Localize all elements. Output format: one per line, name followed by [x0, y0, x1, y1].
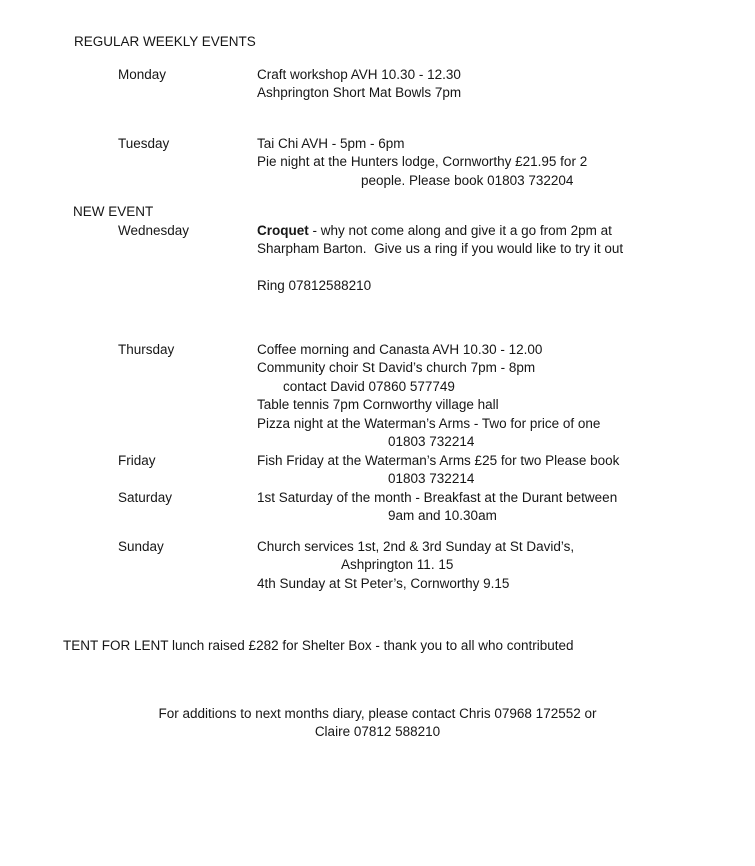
event-lines-tuesday [257, 135, 755, 191]
event-line-bold-croquet: Croquet [257, 222, 309, 238]
schedule-row-monday [0, 66, 755, 103]
event-lines-saturday [257, 489, 755, 526]
schedule-row-friday [0, 452, 755, 489]
event-line: Ashprington Short Mat Bowls 7pm [257, 85, 462, 100]
day-label-monday: Monday [118, 66, 167, 82]
event-line: contact David 07860 577749 [283, 378, 455, 394]
event-line: Church services 1st, 2nd & 3rd Sunday at St David’s, [257, 538, 575, 554]
event-lines-wednesday [257, 222, 755, 296]
schedule-row-saturday [0, 489, 755, 526]
day-label-thursday: Thursday [118, 341, 175, 357]
event-lines-thursday [257, 341, 755, 452]
day-label-wednesday: Wednesday [118, 222, 190, 238]
event-line: 4th Sunday at St Peter’s, Cornworthy 9.15 [257, 575, 510, 591]
event-line: Craft workshop AVH 10.30 - 12.30 [257, 66, 461, 82]
event-line: people. Please book 01803 732204 [361, 172, 574, 188]
event-line: Ashprington 11. 15 [341, 557, 454, 572]
footer-line: For additions to next months diary, please contact Chris 07968 172552 or [158, 705, 597, 721]
event-lines-monday [257, 66, 755, 103]
event-line: Fish Friday at the Waterman’s Arms £25 for two Please book [257, 452, 620, 468]
event-line: Pizza night at the Waterman’s Arms - Two for price of one [257, 415, 601, 431]
day-label-saturday: Saturday [118, 489, 173, 505]
event-line: 1st Saturday of the month - Breakfast at the Durant between [257, 489, 618, 505]
event-line: Community choir St David’s church 7pm - 8pm [257, 360, 536, 375]
event-line: 01803 732214 [388, 471, 475, 486]
day-label-sunday: Sunday [118, 538, 164, 554]
day-label-friday: Friday [118, 452, 156, 468]
event-line: 9am and 10.30am [388, 508, 497, 523]
schedule-row-tuesday [0, 135, 755, 191]
event-line-text: - why not come along and give it a go from 2pm at [308, 222, 612, 238]
schedule-row-wednesday [0, 222, 755, 296]
event-line: Sharpham Barton. Give us a ring if you would like to try it out [257, 241, 624, 256]
event-lines-sunday [257, 538, 755, 594]
page-title: REGULAR WEEKLY EVENTS [74, 34, 256, 49]
new-event-heading: NEW EVENT [73, 204, 154, 219]
event-lines-friday [257, 452, 755, 489]
footer-note [0, 705, 755, 742]
event-line: Pie night at the Hunters lodge, Cornworthy £21.95 for 2 [257, 154, 588, 169]
day-label-tuesday: Tuesday [118, 135, 170, 151]
schedule-row-thursday [0, 341, 755, 452]
event-line: Tai Chi AVH - 5pm - 6pm [257, 135, 405, 151]
event-line [257, 222, 737, 241]
schedule-row-sunday [0, 538, 755, 594]
event-line: Table tennis 7pm Cornworthy village hall [257, 397, 499, 412]
footer-line: Claire 07812 588210 [314, 724, 441, 739]
event-line: Ring 07812588210 [257, 278, 372, 293]
tent-for-lent-line: TENT FOR LENT lunch raised £282 for Shelter Box - thank you to all who contributed [63, 638, 574, 653]
blank-line [257, 259, 737, 278]
event-line: Coffee morning and Canasta AVH 10.30 - 12.00 [257, 341, 543, 357]
event-line: 01803 732214 [388, 434, 475, 449]
